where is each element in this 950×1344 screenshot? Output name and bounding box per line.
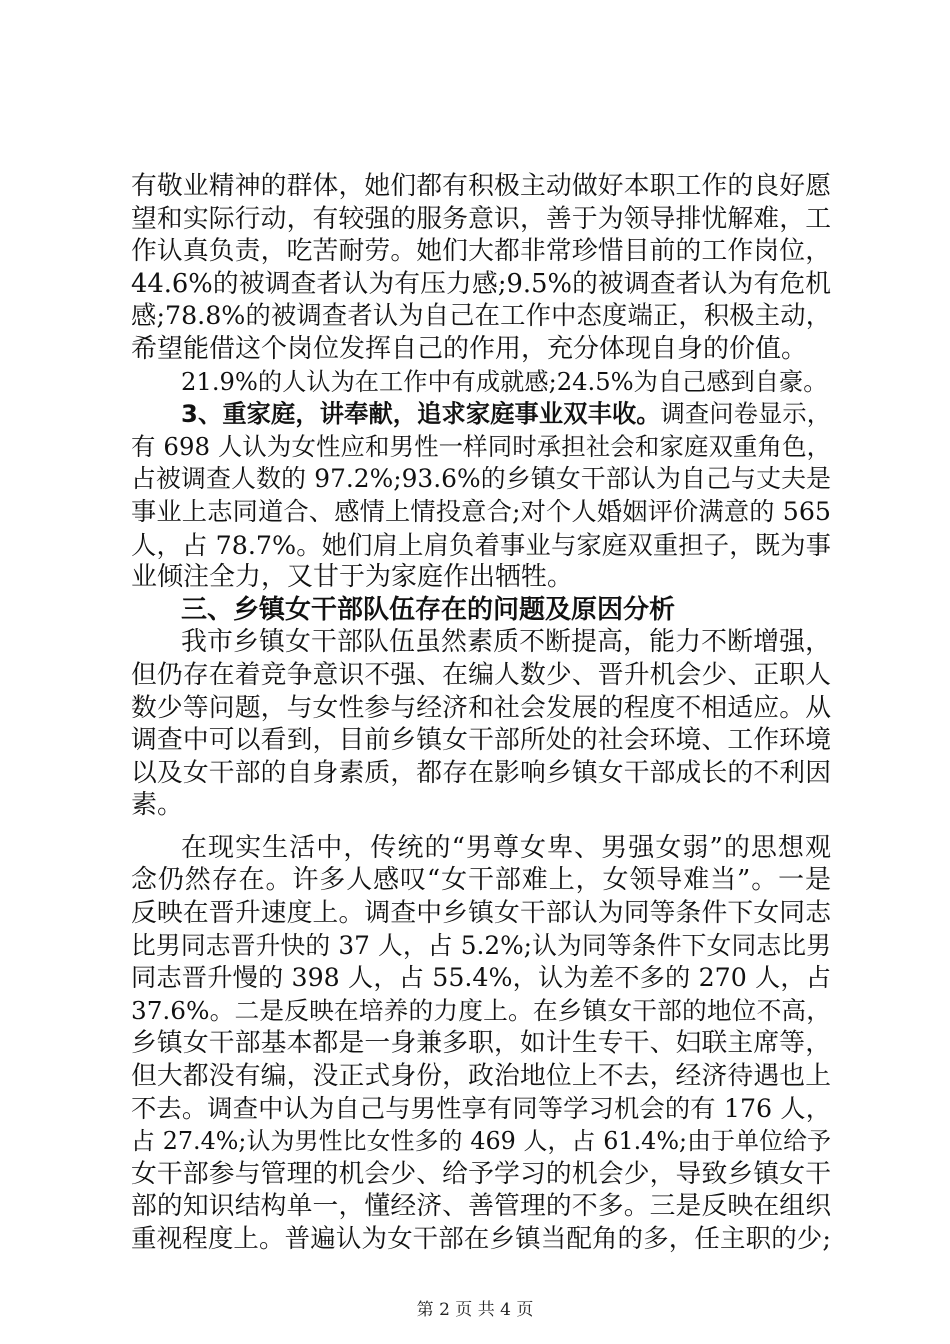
text-line: 念仍然存在。许多人感叹“女干部难上，女领导难当”。一是 <box>131 865 831 896</box>
text-line: 我市乡镇女干部队伍虽然素质不断提高，能力不断增强， <box>181 627 831 658</box>
text-line: 素。 <box>131 790 184 821</box>
text-line: 有敬业精神的群体，她们都有积极主动做好本职工作的良好愿 <box>131 171 831 201</box>
text-line: 望和实际行动，有较强的服务意识，善于为领导排忧解难，工 <box>131 203 831 234</box>
text-line: 希望能借这个岗位发挥自己的作用，充分体现自身的价值。 <box>131 333 808 364</box>
text-line: 但大都没有编，没正式身份，政治地位上不去，经济待遇也上 <box>131 1061 831 1092</box>
text-line: 事业上志同道合、感情上情投意合;对个人婚姻评价满意的 565 <box>131 496 831 526</box>
text-line: 不去。调查中认为自己与男性享有同等学习机会的有 176 人， <box>131 1093 831 1123</box>
subsection-heading: 3、重家庭，讲奉献，追求家庭事业双丰收。 <box>181 400 661 429</box>
text-line: 人，占 78.7%。她们肩上肩负着事业与家庭双重担子，既为事 <box>131 529 831 560</box>
document-body <box>131 170 831 1256</box>
text-line: 同志晋升慢的 398 人，占 55.4%，认为差不多的 270 人，占 <box>131 963 831 993</box>
text-line: 占被调查人数的 97.2%;93.6%的乡镇女干部认为自己与丈夫是 <box>131 464 831 494</box>
text-line: 在现实生活中，传统的“男尊女卑、男强女弱”的思想观 <box>181 832 831 863</box>
text-line: 占 27.4%;认为男性比女性多的 469 人，占 61.4%;由于单位给予 <box>131 1127 831 1156</box>
text-line: 但仍存在着竞争意识不强、在编人数少、晋升机会少、正职人 <box>131 659 831 690</box>
text-line: 反映在晋升速度上。调查中乡镇女干部认为同等条件下女同志 <box>131 898 831 929</box>
text-line: 21.9%的人认为在工作中有成就感;24.5%为自己感到自豪。 <box>181 367 828 396</box>
text-line: 比男同志晋升快的 37 人，占 5.2%;认为同等条件下女同志比男 <box>131 930 831 960</box>
text-line: 有 698 人认为女性应和男性一样同时承担社会和家庭双重角色， <box>131 431 831 461</box>
text-line: 调查中可以看到，目前乡镇女干部所处的社会环境、工作环境 <box>131 725 831 756</box>
text-line: 44.6%的被调查者认为有压力感;9.5%的被调查者认为有危机 <box>131 268 831 299</box>
text-line: 重视程度上。普遍认为女干部在乡镇当配角的多，任主职的少; <box>131 1224 831 1254</box>
page-footer <box>0 1295 950 1320</box>
text-span: 调查问卷显示， <box>660 400 831 429</box>
text-line: 女干部参与管理的机会少、给予学习的机会少，导致乡镇女干 <box>131 1158 831 1189</box>
text-line: 作认真负责，吃苦耐劳。她们大都非常珍惜目前的工作岗位， <box>131 236 831 267</box>
text-line: 部的知识结构单一，懂经济、善管理的不多。三是反映在组织 <box>131 1191 831 1222</box>
text-line: 37.6%。二是反映在培养的力度上。在乡镇女干部的地位不高， <box>131 995 831 1025</box>
page-number: 第 2 页 共 4 页 <box>416 1300 534 1320</box>
text-line: 以及女干部的自身素质，都存在影响乡镇女干部成长的不利因 <box>131 757 831 788</box>
text-line: 乡镇女干部基本都是一身兼多职，如计生专干、妇联主席等， <box>131 1028 831 1059</box>
paragraph-gap <box>131 822 831 832</box>
text-line: 感;78.8%的被调查者认为自己在工作中态度端正，积极主动， <box>131 301 831 331</box>
text-line: 数少等问题，与女性参与经济和社会发展的程度不相适应。从 <box>131 692 831 723</box>
text-line <box>131 398 831 431</box>
text-line: 业倾注全力，又甘于为家庭作出牺牲。 <box>131 562 574 593</box>
section-heading: 三、乡镇女干部队伍存在的问题及原因分析 <box>181 594 676 625</box>
